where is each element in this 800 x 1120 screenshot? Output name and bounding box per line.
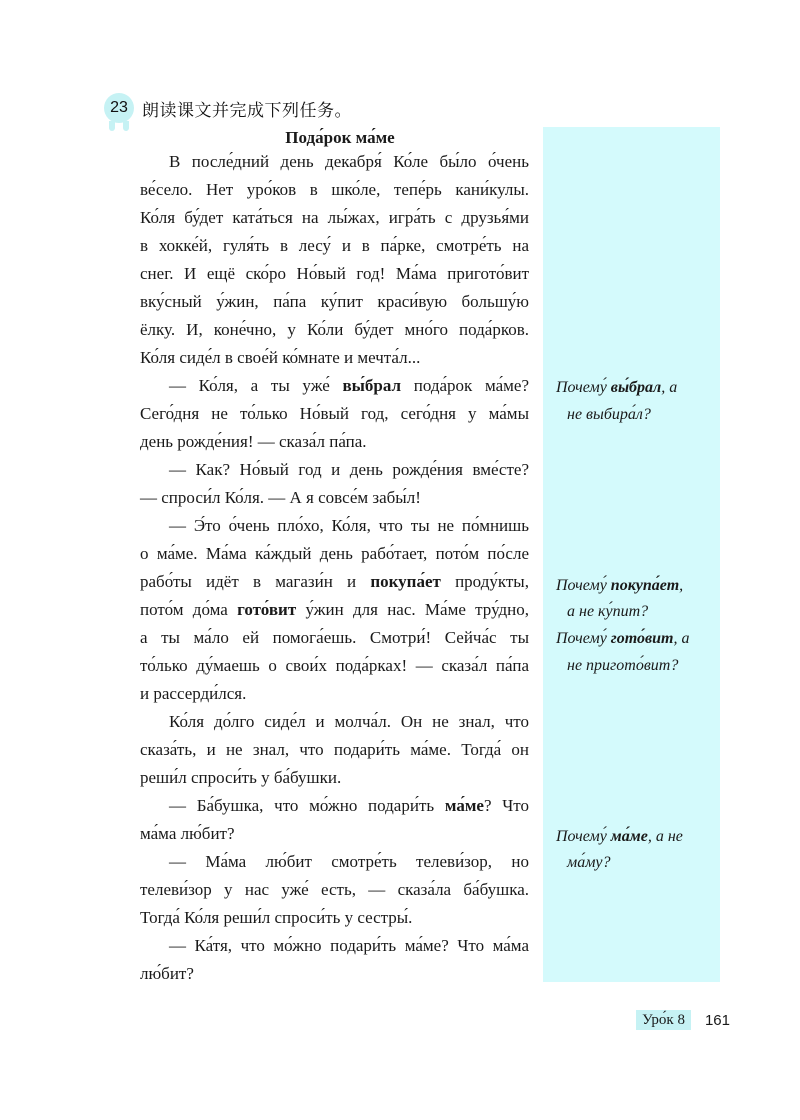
story-line: — Как? Но́вый год и день рожде́ния вме́сте? [169,460,529,479]
story-line: Тогда́ Ко́ля реши́л спроси́ть у сестры́. [140,908,413,927]
story-line: ёлку. И, коне́чно, у Ко́ли бу́дет мно́го пода́рков. [140,320,529,339]
margin-note-line: Почему́ ма́ме, а не [556,828,683,845]
story-line: — Ба́бушка, что мо́жно подари́ть ма́ме? Что [169,796,529,815]
story-line: — Ка́тя, что мо́жно подари́ть ма́ме? Что ма́ма [169,936,529,955]
story-line: лю́бит? [140,964,194,983]
story-line: Ко́ля сиде́л в свое́й ко́мнате и мечта́л... [140,348,421,367]
story-line: — Ма́ма лю́бит смотре́ть телеви́зор, но [169,852,529,871]
margin-note-line: а не ку́пит? [567,603,649,620]
story-line: ве́село. Нет уро́ков в шко́ле, тепе́рь кани́кулы. [140,180,529,199]
story-line: рабо́ты идёт в магази́н и покупа́ет проду́кты, [140,572,529,591]
story-line: вку́сный у́жин, па́па ку́пит краси́вую большу́ю [140,292,529,311]
story-line: ма́ма лю́бит? [140,824,235,843]
page-number: 161 [704,1011,730,1029]
story-line: в хокке́й, гуля́ть в лесу́ и в па́рке, смотре́ть на [140,236,529,255]
story-line: и рассерди́лся. [140,684,247,703]
story-line: — Э́то о́чень пло́хо, Ко́ля, что ты не по́мнишь [169,516,529,535]
story-line: снег. И ещё ско́ро Но́вый год! Ма́ма пригото́вит [140,264,529,283]
margin-note-line: ма́му? [567,854,611,871]
story-line: то́лько ду́маешь о свои́х пода́рках! — сказа́л па́па [140,656,529,675]
story-line: В после́дний день декабря́ Ко́ле бы́ло о́чень [169,152,529,171]
story-line: о ма́ме. Ма́ма ка́ждый день рабо́тает, пото́м по́сле [140,544,529,563]
story-line: телеви́зор у нас уже́ есть, — сказа́ла ба́бушка. [140,880,529,899]
story-line: — спроси́л Ко́ля. — А я совсе́м забы́л! [140,488,421,507]
story-line: Сего́дня не то́лько Но́вый год, сего́дня у ма́мы [140,404,529,423]
story-title: Пода́рок ма́ме [285,128,395,147]
margin-note-line: не пригото́вит? [567,657,679,674]
margin-note-line: Почему́ вы́брал, а [556,379,678,396]
task-header [104,92,352,124]
story-line: а ты ма́ло ей помога́ешь. Смотри́! Сейча́с ты [140,628,529,647]
margin-note-line: не выбира́л? [567,406,651,423]
margin-note-line: Почему́ гото́вит, а [556,630,690,647]
page-footer [636,1010,730,1030]
story-line: Ко́ля до́лго сиде́л и молча́л. Он не знал, что [169,712,529,731]
task-number-badge: 23 [104,93,134,123]
margin-note-line: Почему́ покупа́ет, [556,577,684,594]
story-line: пото́м до́ма гото́вит у́жин для нас. Ма́ме тру́дно, [140,600,529,619]
story-line: день рожде́ния! — сказа́л па́па. [140,432,367,451]
story-line: Ко́ля бу́дет ката́ться на лы́жах, игра́ть с друзья́ми [140,208,529,227]
story-line: — Ко́ля, а ты уже́ вы́брал пода́рок ма́ме? [169,376,529,395]
lesson-label: Уро́к 8 [636,1010,691,1030]
story-line: реши́л спроси́ть у ба́бушки. [140,768,342,787]
task-instruction: 朗读课文并完成下列任务。 [142,100,352,121]
story-line: сказа́ть, и не знал, что подари́ть ма́ме. Тогда́ он [140,740,529,759]
